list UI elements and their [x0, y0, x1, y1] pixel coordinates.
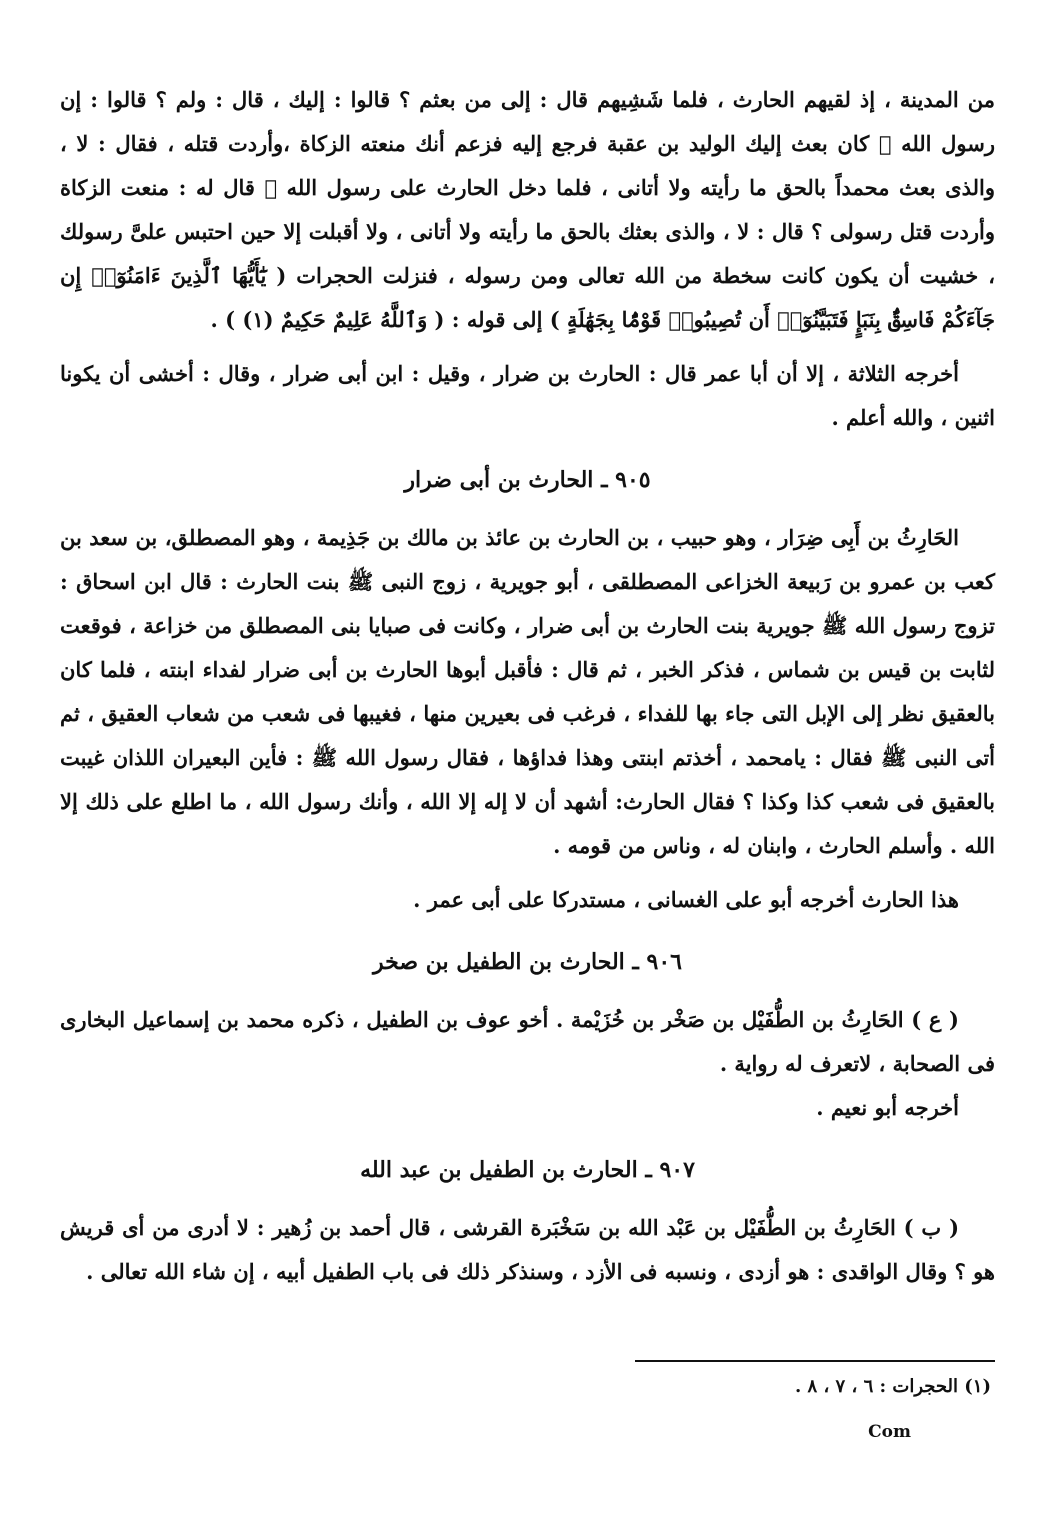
spacer	[60, 342, 995, 352]
entry-heading-905: ٩٠٥ ـ الحارث بن أبى ضرار	[404, 467, 651, 493]
entry-text-905: الحَارِثُ بن أَبِى ضِرَار ، وهو حبيب ، بن الحارث بن عائذ بن مالك بن جَذِيمة ، وهو المصطلق، بن سعد بن كعب بن عمرو بن رَبيعة الخزاعى المصطلقى ، أبو جويرية ، زوج النبى ﷺ بنت الحارث : قال ابن اسحاق : تزوج رسول الله ﷺ جويرية بنت الحارث بن أبى ضرار ، وكانت فى صبايا بنى المصطلق من خزاعة ، فوقعت لثابت بن قيس بن شماس ، فذكر الخبر ، ثم قال : فأقبل أبوها الحارث بن أبى ضرار لفداء ابنته ، فلما كان بالعقيق نظر إلى الإبل التى جاء بها للفداء ، فرغب فى بعيرين منها ، فغيبها فى شعب من شعاب العقيق ، ثم أتى النبى ﷺ فقال : يامحمد ، أخذتم ابنتى وهذا فداؤها ، فقال رسول الله ﷺ : فأين البعيران اللذان غيبت بالعقيق فى شعب كذا وكذا ؟ فقال الحارث: أشهد أن لا إله إلا الله ، وأنك رسول الله ، ما اطلع على ذلك إلا الله . وأسلم الحارث ، وابنان له ، وناس من قومه .	[60, 525, 995, 858]
footnote-divider	[635, 1360, 995, 1362]
entry-heading-906: ٩٠٦ ـ الحارث بن الطفيل بن صخر	[373, 949, 682, 975]
page-body	[60, 78, 995, 1294]
entry-note-905: هذا الحارث أخرجه أبو على الغسانى ، مستدركا على أبى عمر .	[413, 887, 959, 912]
spacer	[60, 868, 995, 878]
paragraph-opening: من المدينة ، إذ لقيهم الحارث ، فلما شَشِيهم قال : إلى من بعثم ؟ قالوا : إليك ، قال : ولم ؟ قالوا : إن رسول الله ﷺ كان بعث إليك الوليد بن عقبة فرجع إليه فزعم أنك منعته الزكاة ،وأردت قتله ، فقال : لا ، والذى بعث محمداً بالحق ما رأيته ولا أتانى ، فلما دخل الحارث على رسول الله ﷺ قال له : منعت الزكاة وأردت قتل رسولى ؟ قال : لا ، والذى بعثك بالحق ما رأيته ولا أتانى ، ولا أقبلت إلا حين احتبس علىَّ رسولك ، خشيت أن يكون كانت سخطة من الله تعالى ومن رسوله ، فنزلت الحجرات ( يَٰٓأَيُّهَا ٱلَّذِينَ ءَامَنُوٓا۟ إِن جَآءَكُمْ فَاسِقٌۢ بِنَبَإٍ فَتَبَيَّنُوٓا۟ أَن تُصِيبُوا۟ قَوْمًۢا بِجَهَٰلَةٍ ) إلى قوله : ( وَٱللَّهُ عَلِيمٌ حَكِيمٌ (١) ) .	[60, 87, 995, 332]
page-signature: Com	[868, 1422, 911, 1442]
entry-text-906: ( ع ) الحَارِثُ بن الطُّفَيْل بن صَخْر بن خُزَيْمة . أخو عوف بن الطفيل ، ذكره محمد بن إسماعيل البخارى فى الصحابة ، لاتعرف له رواية .	[60, 1007, 995, 1076]
entry-note-906: أخرجه أبو نعيم .	[816, 1095, 959, 1120]
entry-heading-907: ٩٠٧ ـ الحارث بن الطفيل بن عبد الله	[360, 1157, 695, 1183]
footnote: (١) الحجرات : ٦ ، ٧ ، ٨ .	[794, 1376, 991, 1397]
paragraph-akhraja-thalatha: أخرجه الثلاثة ، إلا أن أبا عمر قال : الحارث بن ضرار ، وقيل : ابن أبى ضرار ، وقال : أخشى أن يكونا اثنين ، والله أعلم .	[60, 361, 995, 430]
entry-text-907: ( ب ) الحَارِثُ بن الطُّفَيْل بن عَبْد الله بن سَخْبَرة القرشى ، قال أحمد بن زُهير : لا أدرى من أى قريش هو ؟ وقال الواقدى : هو أزدى ، ونسبه فى الأزد ، وسنذكر ذلك فى باب الطفيل أبيه ، إن شاء الله تعالى .	[60, 1215, 995, 1284]
